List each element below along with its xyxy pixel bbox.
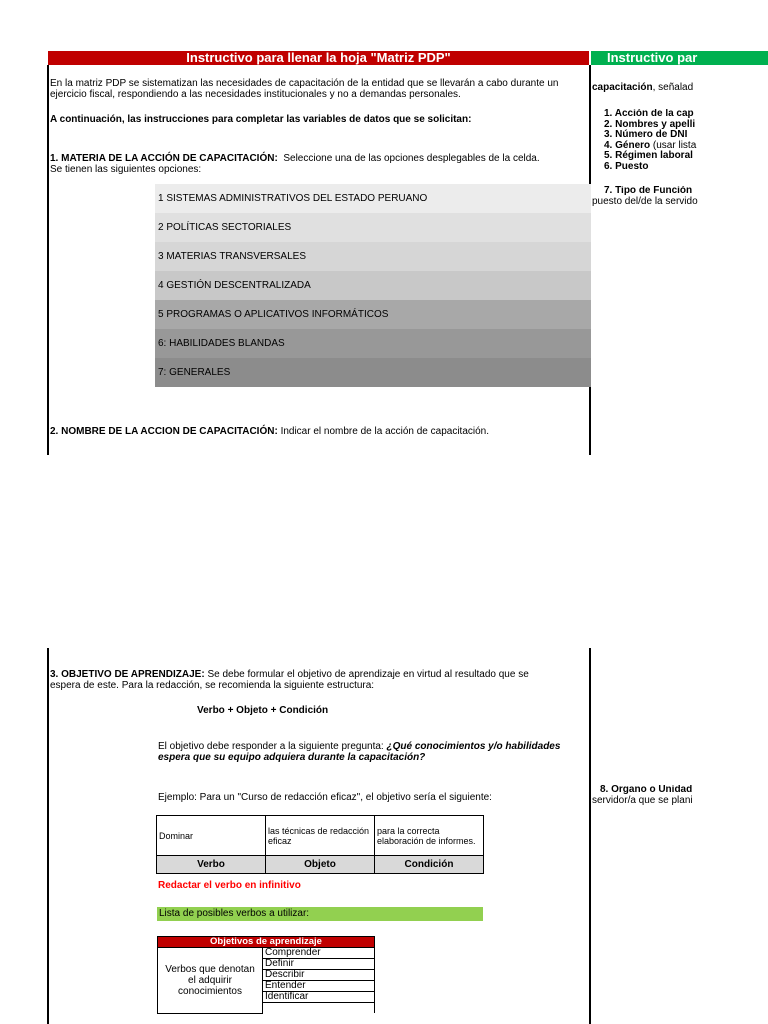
title-right: Instructivo par <box>607 50 698 65</box>
question-intro: El objetivo debe responder a la siguiente pregunta: <box>158 741 384 752</box>
title-bar-main <box>48 51 589 65</box>
verb-item-empty <box>263 1003 375 1014</box>
middle-border-bottom <box>589 648 591 1024</box>
example-header-condicion: Condición <box>375 856 484 874</box>
section3-text <box>50 669 590 691</box>
intro-paragraph: En la matriz PDP se sistematizan las necesidades de capacitación de la entidad que se llevarán a cabo durante un ejercicio fiscal, respondiendo a las necesidades institucionales y no a demandas personales. <box>50 78 559 100</box>
materia-option: 4 GESTIÓN DESCENTRALIZADA <box>155 271 591 300</box>
objectives-group-label: Verbos que denotan el adquirir conocimientos <box>158 948 263 1014</box>
objectives-header: Objetivos de aprendizaje <box>158 937 375 948</box>
verb-item: Entender <box>263 981 375 992</box>
materia-option: 5 PROGRAMAS O APLICATIVOS INFORMÁTICOS <box>155 300 591 329</box>
right-capacitacion-rest: , señalad <box>652 82 694 93</box>
right-items-list <box>604 109 700 172</box>
right-item-rest: (usar lista <box>650 139 697 151</box>
right-item-bold: 2. Nombres y apelli <box>604 118 696 130</box>
section3-instruction-line2: espera de este. Para la redacción, se recomienda la siguiente estructura: <box>50 680 375 691</box>
verbs-list-label-bar <box>157 907 483 921</box>
verb-item: Identificar <box>263 992 375 1003</box>
example-condicion-cell: para la correcta elaboración de informes. <box>375 816 484 856</box>
verb-item: Definir <box>263 959 375 970</box>
section3-heading: 3. OBJETIVO DE APRENDIZAJE: <box>50 669 205 680</box>
example-header-objeto: Objeto <box>266 856 375 874</box>
right-item7 <box>592 186 700 207</box>
intro-continuation: A continuación, las instrucciones para completar las variables de datos que se solicitan: <box>50 114 472 125</box>
right-item-bold: 5. Régimen laboral <box>604 150 693 161</box>
title-bar-right <box>591 51 768 65</box>
section3-instruction: Se debe formular el objetivo de aprendizaje en virtud al resultado que se <box>207 669 529 680</box>
question-bold-2: espera que su equipo adquiera durante la capacitación? <box>158 752 426 763</box>
right-item-bold: 3. Número de DNI <box>604 129 688 140</box>
question-bold-1: ¿Qué conocimientos y/o habilidades <box>386 741 561 752</box>
question <box>158 741 590 763</box>
right-item8-text: servidor/a que se plani <box>592 794 693 806</box>
materia-option: 2 POLÍTICAS SECTORIALES <box>155 213 591 242</box>
objectives-table <box>157 936 375 1014</box>
section2-instruction: Indicar el nombre de la acción de capacitación. <box>280 426 490 437</box>
section1-instruction: Seleccione una de las opciones desplegables de la celda. <box>283 153 540 164</box>
right-item8-heading: 8. Órgano o Unidad <box>600 785 693 795</box>
right-capacitacion-bold: capacitación <box>592 82 653 93</box>
title-main: Instructivo para llenar la hoja "Matriz PDP" <box>186 50 451 65</box>
section1-text <box>50 153 580 175</box>
example-verbo-cell: Dominar <box>157 816 266 856</box>
right-capacitacion <box>592 82 768 93</box>
example-objeto-cell: las técnicas de redacción eficaz <box>266 816 375 856</box>
formula: Verbo + Objeto + Condición <box>197 705 329 716</box>
example-table <box>156 815 484 874</box>
warning-text: Redactar el verbo en infinitivo <box>158 880 301 891</box>
verbs-list-label: Lista de posibles verbos a utilizar: <box>159 908 310 919</box>
section2-heading: 2. NOMBRE DE LA ACCION DE CAPACITACIÓN: <box>50 426 278 437</box>
right-item7-text: puesto del/de la servido <box>592 195 698 207</box>
left-border-bottom <box>47 648 49 1024</box>
example-header-verbo: Verbo <box>157 856 266 874</box>
left-border-top <box>47 65 49 455</box>
right-item <box>604 162 700 173</box>
materia-option: 7: GENERALES <box>155 358 591 387</box>
section1-instruction-line2: Se tienen las siguientes opciones: <box>50 164 202 175</box>
right-item-bold: 1. Acción de la cap <box>604 109 694 119</box>
right-item-bold: 4. Género <box>604 139 651 151</box>
verb-item: Describir <box>263 970 375 981</box>
right-item8 <box>592 785 700 806</box>
materia-option: 3 MATERIAS TRANSVERSALES <box>155 242 591 271</box>
section1-heading: 1. MATERIA DE LA ACCIÓN DE CAPACITACIÓN: <box>50 153 278 164</box>
right-item7-heading: 7. Tipo de Función <box>604 186 693 196</box>
materia-option: 1 SISTEMAS ADMINISTRATIVOS DEL ESTADO PERUANO <box>155 184 591 213</box>
right-item-bold: 6. Puesto <box>604 160 649 172</box>
verb-item: Comprender <box>263 948 375 959</box>
section2-text <box>50 426 580 437</box>
example-text: Ejemplo: Para un "Curso de redacción eficaz", el objetivo sería el siguiente: <box>158 792 492 803</box>
materia-option: 6: HABILIDADES BLANDAS <box>155 329 591 358</box>
